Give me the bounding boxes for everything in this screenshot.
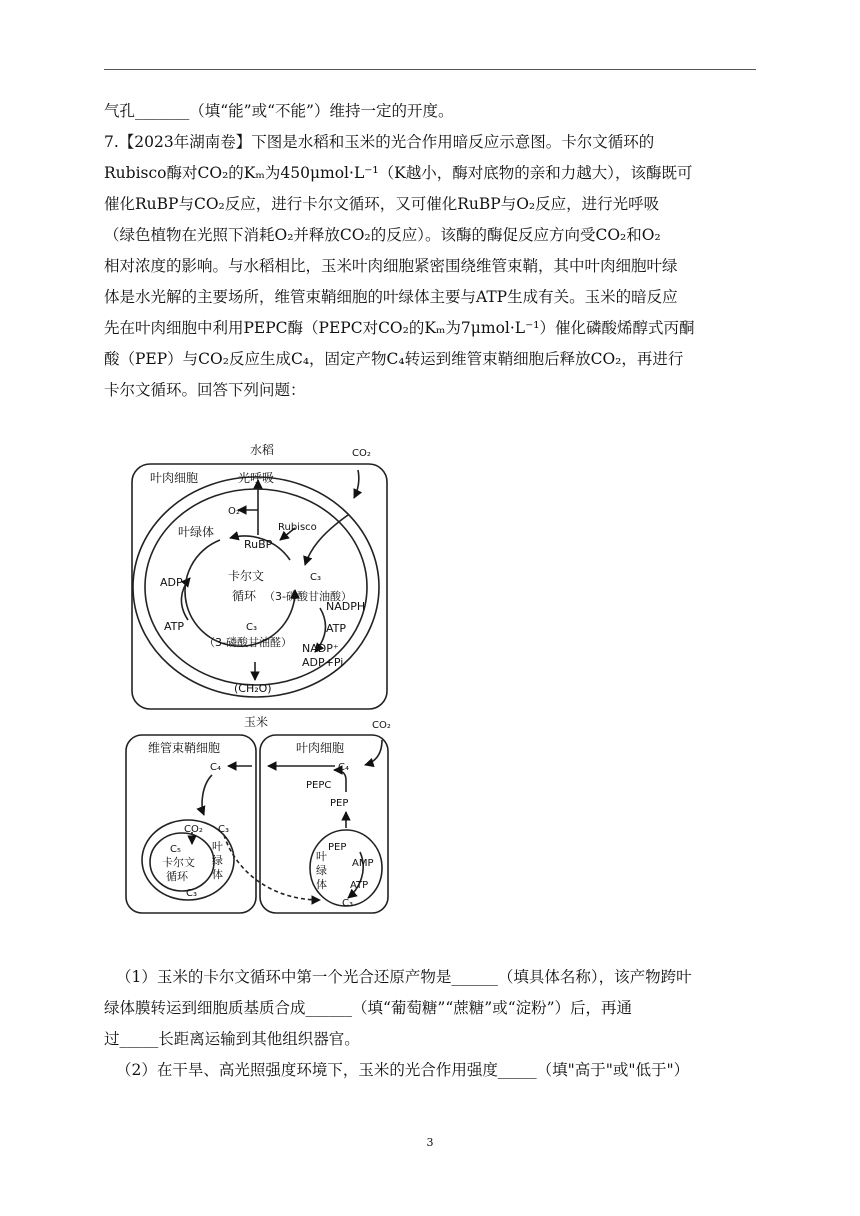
photorespiration-label: 光呼吸 — [238, 471, 275, 485]
text-line: 过_____长距离运输到其他组织器官。 — [104, 1030, 360, 1048]
c3-bottom-label: C₃ — [246, 622, 257, 633]
maize-title: 玉米 — [244, 715, 269, 729]
g3p-label: （3-磷酸甘油醛） — [204, 636, 292, 649]
rubisco-label: Rubisco — [278, 522, 317, 533]
question-text-bottom — [104, 962, 764, 1086]
text-line: 卡尔文循环。回答下列问题： — [104, 381, 306, 399]
atp-right-label: ATP — [326, 622, 347, 635]
c3-inner-label: C₃ — [186, 888, 197, 899]
nadp-label: NADP⁺ — [302, 642, 339, 655]
bundle-sheath-label: 维管束鞘细胞 — [148, 741, 221, 755]
o2-label: O₂ — [228, 506, 240, 517]
calvin-maize-2: 循环 — [166, 870, 188, 883]
text-line: 体是水光解的主要场所，维管束鞘细胞的叶绿体主要与ATP生成有关。玉米的暗反应 — [104, 288, 678, 306]
rice-title: 水稻 — [250, 443, 275, 457]
c4-right-label: C₄ — [338, 762, 349, 773]
chloroplast-label: 叶绿体 — [178, 525, 215, 539]
atp-left-label: ATP — [164, 620, 185, 633]
c3-top-label: C₃ — [310, 572, 321, 583]
text-line: 催化RuBP与CO₂反应，进行卡尔文循环，又可催化RuBP与O₂反应，进行光呼吸 — [104, 195, 660, 213]
adp-label: ADP — [160, 576, 183, 589]
chl-vertical-3: 体 — [316, 878, 327, 891]
text-line: 相对浓度的影响。与水稻相比，玉米叶肉细胞紧密围绕维管束鞘，其中叶肉细胞叶绿 — [104, 257, 678, 275]
chl-bs-vertical-2: 绿 — [212, 854, 223, 867]
calvin-maize-1: 卡尔文 — [162, 856, 195, 869]
text-line: 7.【2023年湖南卷】下图是水稻和玉米的光合作用暗反应示意图。卡尔文循环的 — [104, 133, 655, 151]
c5-label: C₅ — [170, 844, 181, 855]
co2-bs-label: CO₂ — [184, 824, 203, 835]
text-line: 酸（PEP）与CO₂反应生成C₄，固定产物C₄转运到维管束鞘细胞后释放CO₂，再进行 — [104, 350, 684, 368]
chl-vertical-2: 绿 — [316, 864, 327, 877]
header-rule — [104, 69, 756, 70]
text-line: 气孔_______（填“能”或“不能”）维持一定的开度。 — [104, 102, 454, 120]
chl-bs-vertical-1: 叶 — [212, 840, 223, 853]
pga-label: （3-磷酸甘油酸） — [264, 590, 352, 603]
pep-mid-label: PEP — [330, 798, 349, 809]
amp-label: AMP — [352, 858, 374, 869]
nadph-label: NADPH — [326, 600, 366, 613]
text-line: Rubisco酶对CO₂的Kₘ为450μmol·L⁻¹（K越小，酶对底物的亲和力越大），该酶既可 — [104, 164, 693, 182]
rice-co2-label: CO₂ — [352, 448, 371, 459]
c4-left-label: C₄ — [210, 762, 221, 773]
pep-chl-label: PEP — [328, 842, 347, 853]
text-line: 先在叶肉细胞中利用PEPC酶（PEPC对CO₂的Kₘ为7μmol·L⁻¹）催化磷酸烯醇式丙酮 — [104, 319, 695, 337]
ch2o-label: (CH₂O) — [234, 682, 272, 695]
maize-mesophyll-label: 叶肉细胞 — [296, 741, 345, 755]
adp-pi-label: ADP+Pi — [302, 656, 344, 669]
chl-bs-vertical-3: 体 — [212, 868, 223, 881]
question-text-top — [104, 96, 764, 406]
pepc-label: PEPC — [306, 780, 332, 791]
c3-chl-label: C₃ — [342, 898, 353, 909]
text-line: （绿色植物在光照下消耗O₂并释放CO₂的反应）。该酶的酶促反应方向受CO₂和O₂ — [104, 226, 661, 244]
maize-co2-label: CO₂ — [372, 720, 391, 731]
text-line: （1）玉米的卡尔文循环中第一个光合还原产物是______（填具体名称），该产物跨叶 — [116, 968, 692, 986]
rice-cell-label: 叶肉细胞 — [150, 471, 199, 485]
photosynthesis-diagram — [120, 440, 400, 930]
page-number: 3 — [426, 1136, 434, 1149]
rubp-label: RuBP — [244, 538, 273, 551]
atp-maize-label: ATP — [350, 880, 369, 891]
chl-vertical-1: 叶 — [316, 850, 327, 863]
calvin-label-1: 卡尔文 — [228, 569, 265, 583]
calvin-label-2: 循环 — [232, 589, 257, 603]
c3-bs-label: C₃ — [218, 824, 229, 835]
text-line: 绿体膜转运到细胞质基质合成______（填“葡萄糖”“蔗糖”或“淀粉”）后，再通 — [104, 999, 633, 1017]
text-line: （2）在干旱、高光照强度环境下，玉米的光合作用强度_____（填"高于"或"低于"） — [116, 1061, 690, 1079]
